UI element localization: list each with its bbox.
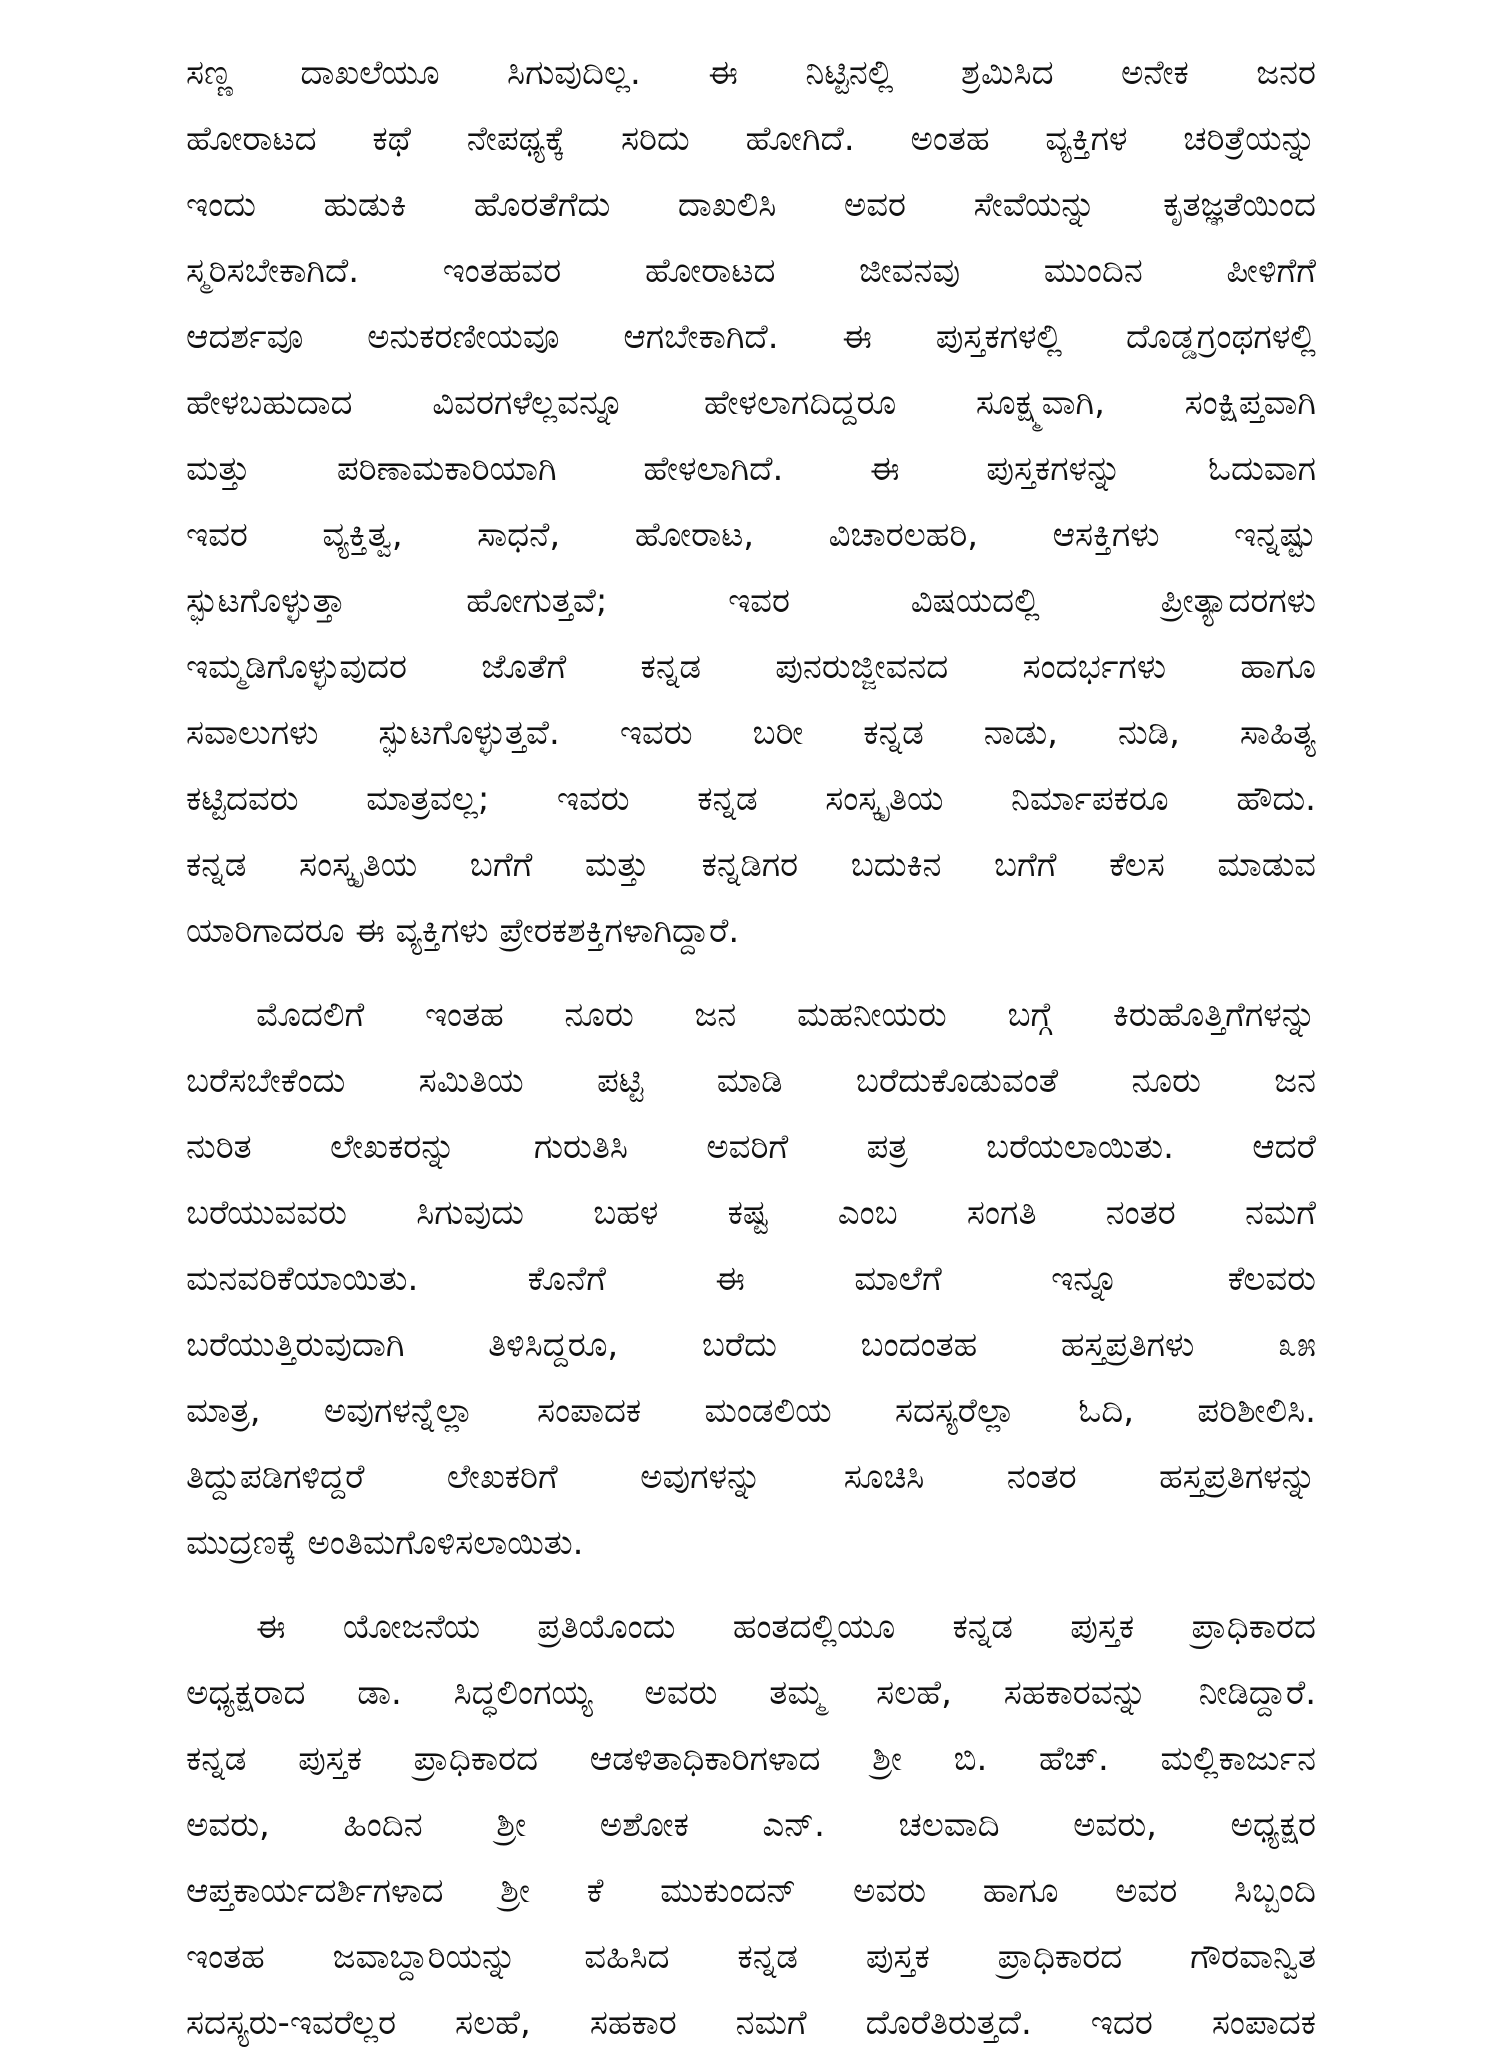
text-line: ಮೊದಲಿಗೆ ಇಂತಹ ನೂರು ಜನ ಮಹನೀಯರು ಬಗ್ಗೆ ಕಿರುಹೊತ್ತಿಗೆಗಳನ್ನು	[256, 995, 1316, 1035]
text-line: ಅಧ್ಯಕ್ಷರಾದ ಡಾ. ಸಿದ್ಧಲಿಂಗಯ್ಯ ಅವರು ತಮ್ಮ ಸಲಹೆ, ಸಹಕಾರವನ್ನು ನೀಡಿದ್ದಾರೆ.	[186, 1673, 1316, 1713]
text-line: ಯಾರಿಗಾದರೂ ಈ ವ್ಯಕ್ತಿಗಳು ಪ್ರೇರಕಶಕ್ತಿಗಳಾಗಿದ್ದಾರೆ.	[186, 911, 740, 951]
text-line: ಮತ್ತು ಪರಿಣಾಮಕಾರಿಯಾಗಿ ಹೇಳಲಾಗಿದೆ. ಈ ಪುಸ್ತಕಗಳನ್ನು ಓದುವಾಗ	[186, 449, 1316, 489]
text-line: ನುರಿತ ಲೇಖಕರನ್ನು ಗುರುತಿಸಿ ಅವರಿಗೆ ಪತ್ರ ಬರೆಯಲಾಯಿತು. ಆದರೆ	[186, 1127, 1316, 1167]
text-line: ಸ್ಮರಿಸಬೇಕಾಗಿದೆ. ಇಂತಹವರ ಹೋರಾಟದ ಜೀವನವು ಮುಂದಿನ ಪೀಳಿಗೆಗೆ	[186, 251, 1316, 291]
text-line: ಇವರ ವ್ಯಕ್ತಿತ್ವ, ಸಾಧನೆ, ಹೋರಾಟ, ವಿಚಾರಲಹರಿ, ಆಸಕ್ತಿಗಳು ಇನ್ನಷ್ಟು	[186, 515, 1316, 555]
text-line: ಇಂದು ಹುಡುಕಿ ಹೊರತೆಗೆದು ದಾಖಲಿಸಿ ಅವರ ಸೇವೆಯನ್ನು ಕೃತಜ್ಞತೆಯಿಂದ	[186, 185, 1316, 225]
text-line: ಕನ್ನಡ ಪುಸ್ತಕ ಪ್ರಾಧಿಕಾರದ ಆಡಳಿತಾಧಿಕಾರಿಗಳಾದ ಶ್ರೀ ಬಿ. ಹೆಚ್. ಮಲ್ಲಿಕಾರ್ಜುನ	[186, 1739, 1316, 1779]
text-line: ಮನವರಿಕೆಯಾಯಿತು. ಕೊನೆಗೆ ಈ ಮಾಲೆಗೆ ಇನ್ನೂ ಕೆಲವರು	[186, 1259, 1316, 1299]
text-line: ಹೋರಾಟದ ಕಥೆ ನೇಪಥ್ಯಕ್ಕೆ ಸರಿದು ಹೋಗಿದೆ. ಅಂತಹ ವ್ಯಕ್ತಿಗಳ ಚರಿತ್ರೆಯನ್ನು	[186, 119, 1316, 159]
paragraph-2	[186, 982, 1316, 1576]
text-line: ಬರೆಯುವವರು ಸಿಗುವುದು ಬಹಳ ಕಷ್ಟ ಎಂಬ ಸಂಗತಿ ನಂತರ ನಮಗೆ	[186, 1193, 1316, 1233]
text-line: ತಿದ್ದುಪಡಿಗಳಿದ್ದರೆ ಲೇಖಕರಿಗೆ ಅವುಗಳನ್ನು ಸೂಚಿಸಿ ನಂತರ ಹಸ್ತಪ್ರತಿಗಳನ್ನು	[186, 1457, 1316, 1497]
text-line: ಆಪ್ತಕಾರ್ಯದರ್ಶಿಗಳಾದ ಶ್ರೀ ಕೆ ಮುಕುಂದನ್ ಅವರು ಹಾಗೂ ಅವರ ಸಿಬ್ಬಂದಿ	[186, 1871, 1316, 1911]
text-line: ಇಮ್ಮಡಿಗೊಳ್ಳುವುದರ ಜೊತೆಗೆ ಕನ್ನಡ ಪುನರುಜ್ಜೀವನದ ಸಂದರ್ಭಗಳು ಹಾಗೂ	[186, 647, 1316, 687]
text-line: ಕಟ್ಟಿದವರು ಮಾತ್ರವಲ್ಲ; ಇವರು ಕನ್ನಡ ಸಂಸ್ಕೃತಿಯ ನಿರ್ಮಾಪಕರೂ ಹೌದು.	[186, 779, 1316, 819]
text-line: ಸವಾಲುಗಳು ಸ್ಫುಟಗೊಳ್ಳುತ್ತವೆ. ಇವರು ಬರೀ ಕನ್ನಡ ನಾಡು, ನುಡಿ, ಸಾಹಿತ್ಯ	[186, 713, 1316, 753]
text-line: ಅವರು, ಹಿಂದಿನ ಶ್ರೀ ಅಶೋಕ ಎನ್. ಚಲವಾದಿ ಅವರು, ಅಧ್ಯಕ್ಷರ	[186, 1805, 1316, 1845]
text-line: ಮುದ್ರಣಕ್ಕೆ ಅಂತಿಮಗೊಳಿಸಲಾಯಿತು.	[186, 1523, 584, 1563]
text-line: ಸದಸ್ಯರು-ಇವರೆಲ್ಲರ ಸಲಹೆ, ಸಹಕಾರ ನಮಗೆ ದೊರೆತಿರುತ್ತದೆ. ಇದರ ಸಂಪಾದಕ	[186, 2003, 1316, 2043]
text-line: ಬರೆಸಬೇಕೆಂದು ಸಮಿತಿಯ ಪಟ್ಟಿ ಮಾಡಿ ಬರೆದುಕೊಡುವಂತೆ ನೂರು ಜನ	[186, 1061, 1316, 1101]
paragraph-3	[186, 1594, 1316, 2056]
text-line: ಹೇಳಬಹುದಾದ ವಿವರಗಳೆಲ್ಲವನ್ನೂ ಹೇಳಲಾಗದಿದ್ದರೂ ಸೂಕ್ಷ್ಮವಾಗಿ, ಸಂಕ್ಷಿಪ್ತವಾಗಿ	[186, 383, 1316, 423]
text-line: ಸಣ್ಣ ದಾಖಲೆಯೂ ಸಿಗುವುದಿಲ್ಲ. ಈ ನಿಟ್ಟಿನಲ್ಲಿ ಶ್ರಮಿಸಿದ ಅನೇಕ ಜನರ	[186, 53, 1316, 93]
text-line: ಈ ಯೋಜನೆಯ ಪ್ರತಿಯೊಂದು ಹಂತದಲ್ಲಿಯೂ ಕನ್ನಡ ಪುಸ್ತಕ ಪ್ರಾಧಿಕಾರದ	[256, 1607, 1316, 1647]
document-page	[186, 40, 1316, 2056]
text-line: ಮಾತ್ರ, ಅವುಗಳನ್ನೆಲ್ಲಾ ಸಂಪಾದಕ ಮಂಡಲಿಯ ಸದಸ್ಯರೆಲ್ಲಾ ಓದಿ, ಪರಿಶೀಲಿಸಿ.	[186, 1391, 1316, 1431]
text-line: ಕನ್ನಡ ಸಂಸ್ಕೃತಿಯ ಬಗೆಗೆ ಮತ್ತು ಕನ್ನಡಿಗರ ಬದುಕಿನ ಬಗೆಗೆ ಕೆಲಸ ಮಾಡುವ	[186, 845, 1316, 885]
text-line: ಇಂತಹ ಜವಾಬ್ದಾರಿಯನ್ನು ವಹಿಸಿದ ಕನ್ನಡ ಪುಸ್ತಕ ಪ್ರಾಧಿಕಾರದ ಗೌರವಾನ್ವಿತ	[186, 1937, 1316, 1977]
text-line: ಬರೆಯುತ್ತಿರುವುದಾಗಿ ತಿಳಿಸಿದ್ದರೂ, ಬರೆದು ಬಂದಂತಹ ಹಸ್ತಪ್ರತಿಗಳು ೩೫	[186, 1325, 1316, 1365]
text-line: ಸ್ಫುಟಗೊಳ್ಳುತ್ತಾ ಹೋಗುತ್ತವೆ; ಇವರ ವಿಷಯದಲ್ಲಿ ಪ್ರೀತ್ಯಾದರಗಳು	[186, 581, 1316, 621]
paragraph-1	[186, 40, 1316, 964]
text-line: ಆದರ್ಶವೂ ಅನುಕರಣೀಯವೂ ಆಗಬೇಕಾಗಿದೆ. ಈ ಪುಸ್ತಕಗಳಲ್ಲಿ ದೊಡ್ಡಗ್ರಂಥಗಳಲ್ಲಿ	[186, 317, 1316, 357]
